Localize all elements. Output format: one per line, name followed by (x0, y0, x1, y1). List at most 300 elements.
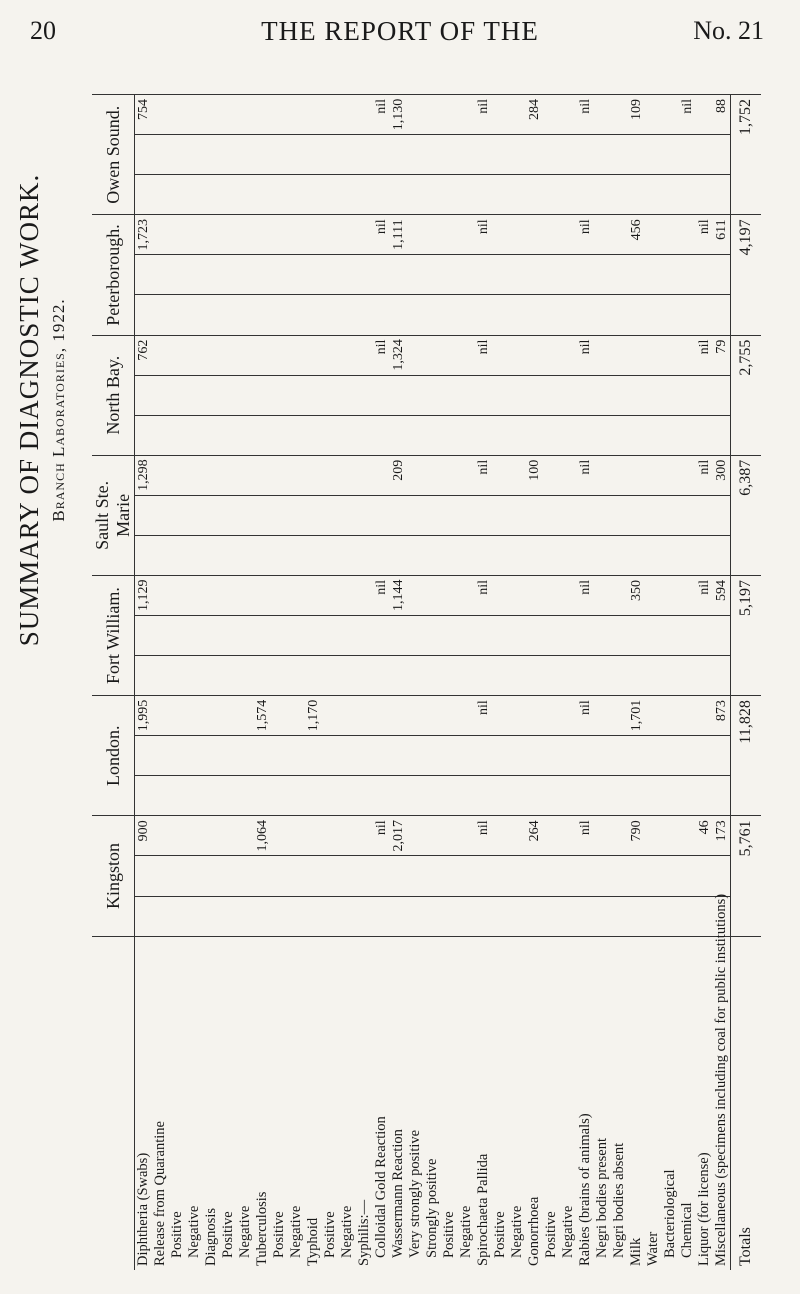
value-cell (220, 816, 237, 856)
row-label (169, 936, 186, 1270)
value-cell (492, 616, 509, 656)
row-label-text: Bacteriological (662, 1169, 678, 1258)
value-cell (577, 736, 594, 776)
row-label-text: Diagnosis (203, 1208, 219, 1266)
value-cell (135, 856, 153, 896)
value-cell: 1,130 (390, 95, 407, 135)
row-label (458, 936, 475, 1270)
value-cell (152, 816, 169, 856)
value-cell (237, 816, 254, 856)
row-label-text: Typhoid (305, 1217, 321, 1266)
value-cell (169, 295, 186, 335)
value-cell (339, 375, 356, 415)
row-label-text: Positive (543, 1211, 559, 1258)
value-cell (662, 95, 679, 135)
value-cell (713, 495, 731, 535)
value-cell (288, 175, 305, 215)
table-row (458, 95, 475, 1271)
value-cell (373, 495, 390, 535)
table-row (713, 95, 731, 1271)
value-cell (254, 656, 271, 696)
value-cell (492, 455, 509, 495)
row-label-text: Chemical (679, 1202, 695, 1258)
value-cell (441, 575, 458, 615)
value-cell (322, 495, 339, 535)
value-cell (577, 896, 594, 936)
value-cell (713, 776, 731, 816)
value-cell (662, 736, 679, 776)
summary-title: SUMMARY OF DIAGNOSTIC WORK. (14, 173, 44, 647)
column-header: Fort William. (92, 575, 135, 695)
value-cell (594, 455, 611, 495)
table-row (152, 95, 169, 1271)
value-cell (424, 776, 441, 816)
value-cell (271, 856, 288, 896)
value-cell (713, 616, 731, 656)
value-cell (271, 696, 288, 736)
table-row (203, 95, 220, 1271)
value-cell (509, 816, 526, 856)
row-label (339, 936, 356, 1270)
value-cell (424, 95, 441, 135)
value-cell (356, 656, 373, 696)
totals-row (731, 95, 762, 1271)
value-cell (373, 656, 390, 696)
value-cell (135, 896, 153, 936)
value-cell: 264 (526, 816, 543, 856)
value-cell (594, 495, 611, 535)
value-cell (135, 135, 153, 175)
value-cell (356, 896, 373, 936)
value-cell (492, 295, 509, 335)
row-label (152, 936, 169, 1270)
row-label-text: Diphtheria (Swabs) (135, 1152, 151, 1266)
table-row (560, 95, 577, 1271)
value-cell (594, 856, 611, 896)
value-cell (152, 736, 169, 776)
value-cell (407, 575, 424, 615)
value-cell (509, 535, 526, 575)
value-cell (526, 656, 543, 696)
value-cell (288, 575, 305, 615)
value-cell (696, 656, 713, 696)
value-cell (645, 495, 662, 535)
table-row (169, 95, 186, 1271)
value-cell: nil (696, 575, 713, 615)
value-cell (356, 135, 373, 175)
value-cell (186, 415, 203, 455)
value-cell (458, 295, 475, 335)
value-cell (186, 375, 203, 415)
total-value: 1,752 (731, 95, 762, 215)
value-cell (458, 215, 475, 255)
value-cell (594, 616, 611, 656)
value-cell: 1,995 (135, 696, 153, 736)
value-cell (526, 375, 543, 415)
value-cell (152, 455, 169, 495)
value-cell (322, 896, 339, 936)
value-cell (356, 616, 373, 656)
value-cell (458, 535, 475, 575)
value-cell (696, 776, 713, 816)
value-cell (458, 736, 475, 776)
value-cell (492, 896, 509, 936)
value-cell (441, 295, 458, 335)
value-cell (543, 656, 560, 696)
value-cell (237, 575, 254, 615)
value-cell (475, 295, 492, 335)
value-cell (645, 415, 662, 455)
value-cell (543, 776, 560, 816)
value-cell (577, 535, 594, 575)
value-cell (322, 696, 339, 736)
value-cell (288, 656, 305, 696)
value-cell (237, 455, 254, 495)
table-row (696, 95, 713, 1271)
value-cell (424, 495, 441, 535)
value-cell (645, 616, 662, 656)
value-cell: nil (373, 335, 390, 375)
row-label-text: Negative (458, 1205, 474, 1258)
value-cell (203, 295, 220, 335)
value-cell (254, 375, 271, 415)
value-cell (458, 135, 475, 175)
value-cell (305, 656, 322, 696)
value-cell (203, 856, 220, 896)
value-cell (696, 896, 713, 936)
value-cell (237, 175, 254, 215)
value-cell (611, 656, 628, 696)
value-cell (339, 335, 356, 375)
value-cell (543, 175, 560, 215)
value-cell (492, 856, 509, 896)
value-cell (237, 896, 254, 936)
value-cell (305, 255, 322, 295)
value-cell (254, 856, 271, 896)
row-label (696, 936, 713, 1270)
value-cell: nil (373, 95, 390, 135)
value-cell (696, 856, 713, 896)
value-cell (560, 95, 577, 135)
value-cell (509, 375, 526, 415)
value-cell (339, 575, 356, 615)
value-cell (237, 415, 254, 455)
row-label (390, 936, 407, 1270)
value-cell (152, 135, 169, 175)
value-cell (220, 295, 237, 335)
value-cell (492, 495, 509, 535)
value-cell (169, 455, 186, 495)
value-cell (560, 335, 577, 375)
value-cell (271, 335, 288, 375)
value-cell (679, 495, 696, 535)
value-cell (220, 455, 237, 495)
value-cell (458, 656, 475, 696)
value-cell (169, 776, 186, 816)
value-cell (135, 255, 153, 295)
value-cell (424, 856, 441, 896)
value-cell (611, 375, 628, 415)
value-cell (662, 776, 679, 816)
value-cell (356, 575, 373, 615)
value-cell (458, 455, 475, 495)
row-label-text: Negative (339, 1205, 355, 1258)
value-cell: nil (577, 816, 594, 856)
value-cell (492, 696, 509, 736)
value-cell (662, 215, 679, 255)
table-row (356, 95, 373, 1271)
value-cell (322, 656, 339, 696)
value-cell (594, 736, 611, 776)
value-cell (560, 575, 577, 615)
value-cell (322, 776, 339, 816)
value-cell (203, 135, 220, 175)
value-cell (645, 575, 662, 615)
value-cell (220, 616, 237, 656)
value-cell (458, 375, 475, 415)
value-cell (169, 736, 186, 776)
value-cell (526, 736, 543, 776)
row-label-text: Negative (237, 1205, 253, 1258)
value-cell (509, 135, 526, 175)
value-cell (186, 535, 203, 575)
row-label (628, 936, 645, 1270)
value-cell: 456 (628, 215, 645, 255)
value-cell: 594 (713, 575, 731, 615)
value-cell (662, 335, 679, 375)
value-cell (237, 295, 254, 335)
value-cell (713, 175, 731, 215)
value-cell (441, 335, 458, 375)
value-cell (203, 535, 220, 575)
value-cell (543, 255, 560, 295)
column-header: Kingston (92, 816, 135, 936)
value-cell (594, 656, 611, 696)
column-header: Owen Sound. (92, 95, 135, 215)
value-cell (441, 495, 458, 535)
value-cell (407, 95, 424, 135)
value-cell: nil (475, 696, 492, 736)
value-cell (305, 856, 322, 896)
value-cell (577, 616, 594, 656)
value-cell (458, 415, 475, 455)
value-cell (611, 335, 628, 375)
value-cell (611, 696, 628, 736)
table-row (679, 95, 696, 1271)
row-label-text: Rabies (brains of animals) (577, 1113, 593, 1266)
value-cell (203, 776, 220, 816)
row-label (135, 936, 153, 1270)
value-cell (611, 896, 628, 936)
value-cell (560, 535, 577, 575)
page-header (0, 0, 800, 60)
row-label (254, 936, 271, 1270)
value-cell (509, 455, 526, 495)
value-cell (271, 656, 288, 696)
value-cell (560, 495, 577, 535)
value-cell (305, 575, 322, 615)
value-cell (339, 776, 356, 816)
value-cell (509, 776, 526, 816)
value-cell (611, 95, 628, 135)
value-cell (526, 776, 543, 816)
value-cell (186, 255, 203, 295)
value-cell (169, 656, 186, 696)
running-title: THE REPORT OF THE (261, 16, 539, 46)
value-cell (390, 495, 407, 535)
value-cell (305, 415, 322, 455)
value-cell (628, 616, 645, 656)
value-cell (424, 255, 441, 295)
value-cell (696, 616, 713, 656)
row-label-text: Negative (186, 1205, 202, 1258)
value-cell (339, 616, 356, 656)
value-cell (645, 696, 662, 736)
value-cell (645, 175, 662, 215)
value-cell (424, 455, 441, 495)
value-cell (356, 455, 373, 495)
value-cell (373, 696, 390, 736)
value-cell (186, 215, 203, 255)
value-cell: 1,324 (390, 335, 407, 375)
value-cell (696, 255, 713, 295)
value-cell (356, 736, 373, 776)
value-cell: 1,111 (390, 215, 407, 255)
row-label (373, 936, 390, 1270)
value-cell (220, 535, 237, 575)
value-cell (713, 856, 731, 896)
value-cell (492, 95, 509, 135)
value-cell (254, 455, 271, 495)
value-cell (407, 736, 424, 776)
value-cell (492, 776, 509, 816)
value-cell (288, 495, 305, 535)
row-label (509, 936, 526, 1270)
value-cell (203, 215, 220, 255)
value-cell: nil (475, 455, 492, 495)
value-cell (203, 816, 220, 856)
table-row (271, 95, 288, 1271)
value-cell (543, 575, 560, 615)
value-cell (220, 255, 237, 295)
value-cell (407, 455, 424, 495)
row-label-text: Positive (492, 1211, 508, 1258)
value-cell (696, 175, 713, 215)
value-cell (322, 175, 339, 215)
value-cell (526, 215, 543, 255)
value-cell (339, 656, 356, 696)
value-cell (662, 135, 679, 175)
value-cell (237, 495, 254, 535)
value-cell (203, 656, 220, 696)
value-cell (271, 95, 288, 135)
value-cell (356, 415, 373, 455)
table-row (135, 95, 153, 1271)
value-cell (288, 415, 305, 455)
value-cell (611, 175, 628, 215)
value-cell (696, 415, 713, 455)
value-cell (560, 816, 577, 856)
value-cell (288, 335, 305, 375)
value-cell (152, 535, 169, 575)
value-cell (220, 95, 237, 135)
value-cell (662, 535, 679, 575)
value-cell: nil (475, 335, 492, 375)
value-cell (441, 896, 458, 936)
value-cell (662, 295, 679, 335)
value-cell (271, 816, 288, 856)
value-cell (135, 375, 153, 415)
value-cell (237, 696, 254, 736)
value-cell (169, 415, 186, 455)
value-cell (288, 295, 305, 335)
value-cell (594, 335, 611, 375)
value-cell: 173 (713, 816, 731, 856)
value-cell (679, 776, 696, 816)
table-header-row (92, 95, 135, 1271)
value-cell (339, 896, 356, 936)
value-cell (254, 535, 271, 575)
value-cell (373, 736, 390, 776)
value-cell (611, 535, 628, 575)
value-cell (645, 335, 662, 375)
value-cell (305, 95, 322, 135)
value-cell (696, 135, 713, 175)
value-cell (407, 616, 424, 656)
table-row (611, 95, 628, 1271)
value-cell (611, 295, 628, 335)
total-value: 5,761 (731, 816, 762, 936)
value-cell (611, 455, 628, 495)
value-cell (356, 816, 373, 856)
value-cell (458, 696, 475, 736)
value-cell (407, 295, 424, 335)
value-cell (526, 135, 543, 175)
value-cell (373, 455, 390, 495)
value-cell (526, 535, 543, 575)
value-cell (407, 135, 424, 175)
value-cell (135, 295, 153, 335)
row-label-text: Miscellaneous (specimens including coal for public institutions) (713, 893, 729, 1266)
value-cell (679, 856, 696, 896)
row-label-text: Negri bodies present (594, 1138, 610, 1258)
value-cell (475, 616, 492, 656)
value-cell (475, 135, 492, 175)
value-cell: nil (577, 215, 594, 255)
value-cell (543, 495, 560, 535)
value-cell (696, 535, 713, 575)
value-cell (543, 95, 560, 135)
value-cell (628, 375, 645, 415)
value-cell (407, 415, 424, 455)
value-cell (288, 736, 305, 776)
value-cell (152, 415, 169, 455)
value-cell (441, 816, 458, 856)
value-cell (645, 896, 662, 936)
value-cell (458, 495, 475, 535)
value-cell (390, 656, 407, 696)
column-header: North Bay. (92, 335, 135, 455)
table-row (373, 95, 390, 1271)
value-cell (594, 816, 611, 856)
row-label (322, 936, 339, 1270)
header-label-cell (92, 936, 135, 1270)
value-cell (186, 696, 203, 736)
value-cell: 79 (713, 335, 731, 375)
value-cell (424, 175, 441, 215)
value-cell (271, 575, 288, 615)
value-cell: nil (373, 215, 390, 255)
